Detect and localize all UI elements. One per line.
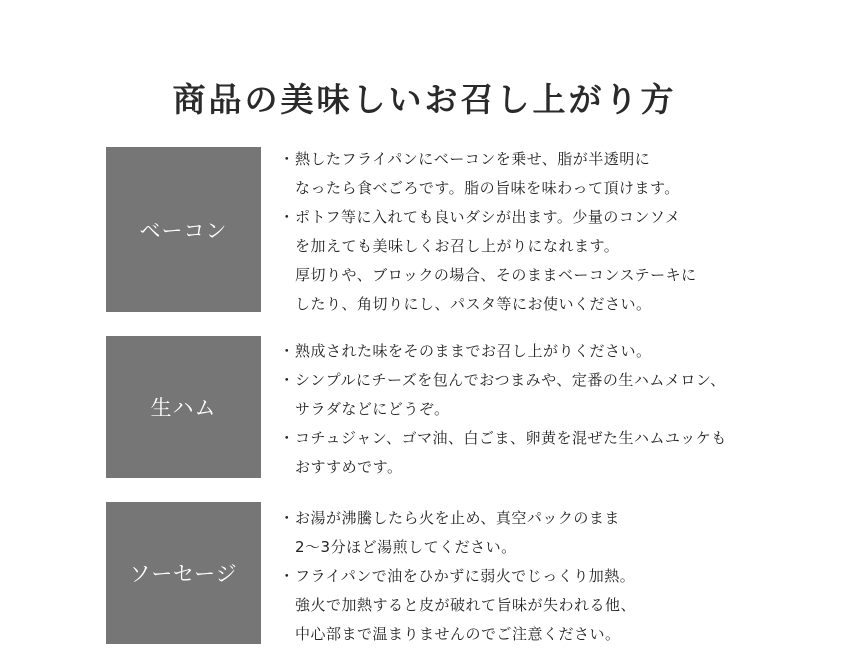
description-line xyxy=(279,261,799,290)
description-line xyxy=(279,395,799,424)
bullet-mark: ・ xyxy=(279,150,295,168)
section-sausage xyxy=(106,502,806,644)
page-title: 商品の美味しいお召し上がり方 xyxy=(172,80,677,120)
section-description-bacon xyxy=(279,145,799,319)
description-line xyxy=(279,232,799,261)
section-label-box-prosciutto xyxy=(106,336,261,478)
description-text: フライパンで油をひかずに弱火でじっくり加熱。 xyxy=(295,567,636,585)
description-line xyxy=(279,591,799,620)
description-line xyxy=(279,290,799,319)
description-text: コチュジャン、ゴマ油、白ごま、卵黄を混ぜた生ハムユッケも xyxy=(295,429,727,447)
description-line xyxy=(279,453,799,482)
description-line xyxy=(279,424,799,453)
description-text: なったら食べごろです。脂の旨味を味わって頂けます。 xyxy=(295,179,680,197)
bullet-mark: ・ xyxy=(279,567,295,585)
description-text: シンプルにチーズを包んでおつまみや、定番の生ハムメロン、 xyxy=(295,371,726,389)
section-prosciutto xyxy=(106,336,806,478)
description-text: 熱したフライパンにベーコンを乗せ、脂が半透明に xyxy=(295,150,651,168)
description-text: 強火で加熱すると皮が破れて旨味が失われる他、 xyxy=(295,596,637,614)
description-text: 2〜3分ほど湯煎してください。 xyxy=(295,538,517,556)
description-text: サラダなどにどうぞ。 xyxy=(295,400,450,418)
section-label-box-bacon xyxy=(106,147,261,312)
description-text: お湯が沸騰したら火を止め、真空パックのまま xyxy=(295,509,620,527)
section-label-box-sausage xyxy=(106,502,261,644)
description-line xyxy=(279,145,799,174)
bullet-mark: ・ xyxy=(279,342,295,360)
description-text: したり、角切りにし、パスタ等にお使いください。 xyxy=(295,295,652,313)
section-description-sausage xyxy=(279,504,799,649)
description-line xyxy=(279,366,799,395)
description-text: 中心部まで温まりませんのでご注意ください。 xyxy=(295,625,621,643)
description-line xyxy=(279,337,799,366)
description-text: 熟成された味をそのままでお召し上がりください。 xyxy=(295,342,652,360)
bullet-mark: ・ xyxy=(279,429,295,447)
section-description-prosciutto xyxy=(279,337,799,482)
description-line xyxy=(279,533,799,562)
description-line xyxy=(279,562,799,591)
description-line xyxy=(279,620,799,649)
description-line xyxy=(279,174,799,203)
bullet-mark: ・ xyxy=(279,509,295,527)
description-text: おすすめです。 xyxy=(295,458,403,476)
bullet-mark: ・ xyxy=(279,371,295,389)
description-line xyxy=(279,203,799,232)
description-text: 厚切りや、ブロックの場合、そのままベーコンステーキに xyxy=(295,266,697,284)
section-bacon xyxy=(106,147,806,312)
section-label-sausage: ソーセージ xyxy=(129,562,238,586)
description-text: ポトフ等に入れても良いダシが出ます。少量のコンソメ xyxy=(295,208,681,226)
description-text: を加えても美味しくお召し上がりになれます。 xyxy=(295,237,620,255)
description-line xyxy=(279,504,799,533)
section-label-bacon: ベーコン xyxy=(139,218,228,243)
bullet-mark: ・ xyxy=(279,208,295,226)
section-label-prosciutto: 生ハム xyxy=(150,396,217,420)
